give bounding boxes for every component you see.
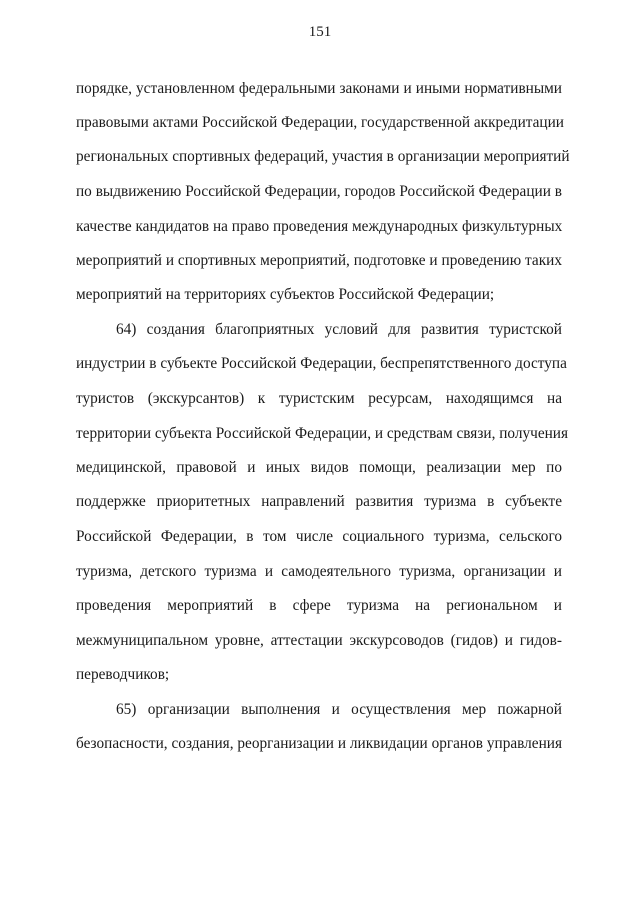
text-line: индустрии в субъекте Российской Федерации, беспрепятственного доступа [76, 355, 567, 372]
text-line: туризма, детского туризма и самодеятельного туризма, организации и [76, 563, 562, 580]
text-line: 65) организации выполнения и осуществления мер пожарной [116, 701, 562, 718]
text-line: по выдвижению Российской Федерации, городов Российской Федерации в [76, 183, 562, 200]
text-line: медицинской, правовой и иных видов помощи, реализации мер по [76, 459, 562, 476]
text-line: правовыми актами Российской Федерации, государственной аккредитации [76, 114, 564, 131]
text-line: проведения мероприятий в сфере туризма на региональном и [76, 597, 562, 614]
text-line: поддержке приоритетных направлений развития туризма в субъекте [76, 493, 562, 510]
text-line: туристов (экскурсантов) к туристским ресурсам, находящимся на [76, 390, 562, 407]
text-line: порядке, установленном федеральными законами и иными нормативными [76, 80, 562, 97]
text-line: мероприятий на территориях субъектов Российской Федерации; [76, 286, 495, 303]
text-line: качестве кандидатов на право проведения международных физкультурных [76, 218, 563, 235]
text-line: региональных спортивных федераций, участия в организации мероприятий [76, 148, 570, 165]
text-line: мероприятий и спортивных мероприятий, подготовке и проведению таких [76, 252, 562, 269]
page-number: 151 [308, 24, 332, 40]
text-line: территории субъекта Российской Федерации, и средствам связи, получения [76, 425, 569, 442]
text-line: межмуниципальном уровне, аттестации экскурсоводов (гидов) и гидов- [76, 632, 562, 649]
text-line: Российской Федерации, в том числе социального туризма, сельского [76, 528, 562, 545]
text-line: 64) создания благоприятных условий для развития туристской [116, 321, 562, 338]
text-line: безопасности, создания, реорганизации и ликвидации органов управления [76, 735, 562, 752]
text-line: переводчиков; [76, 666, 170, 683]
